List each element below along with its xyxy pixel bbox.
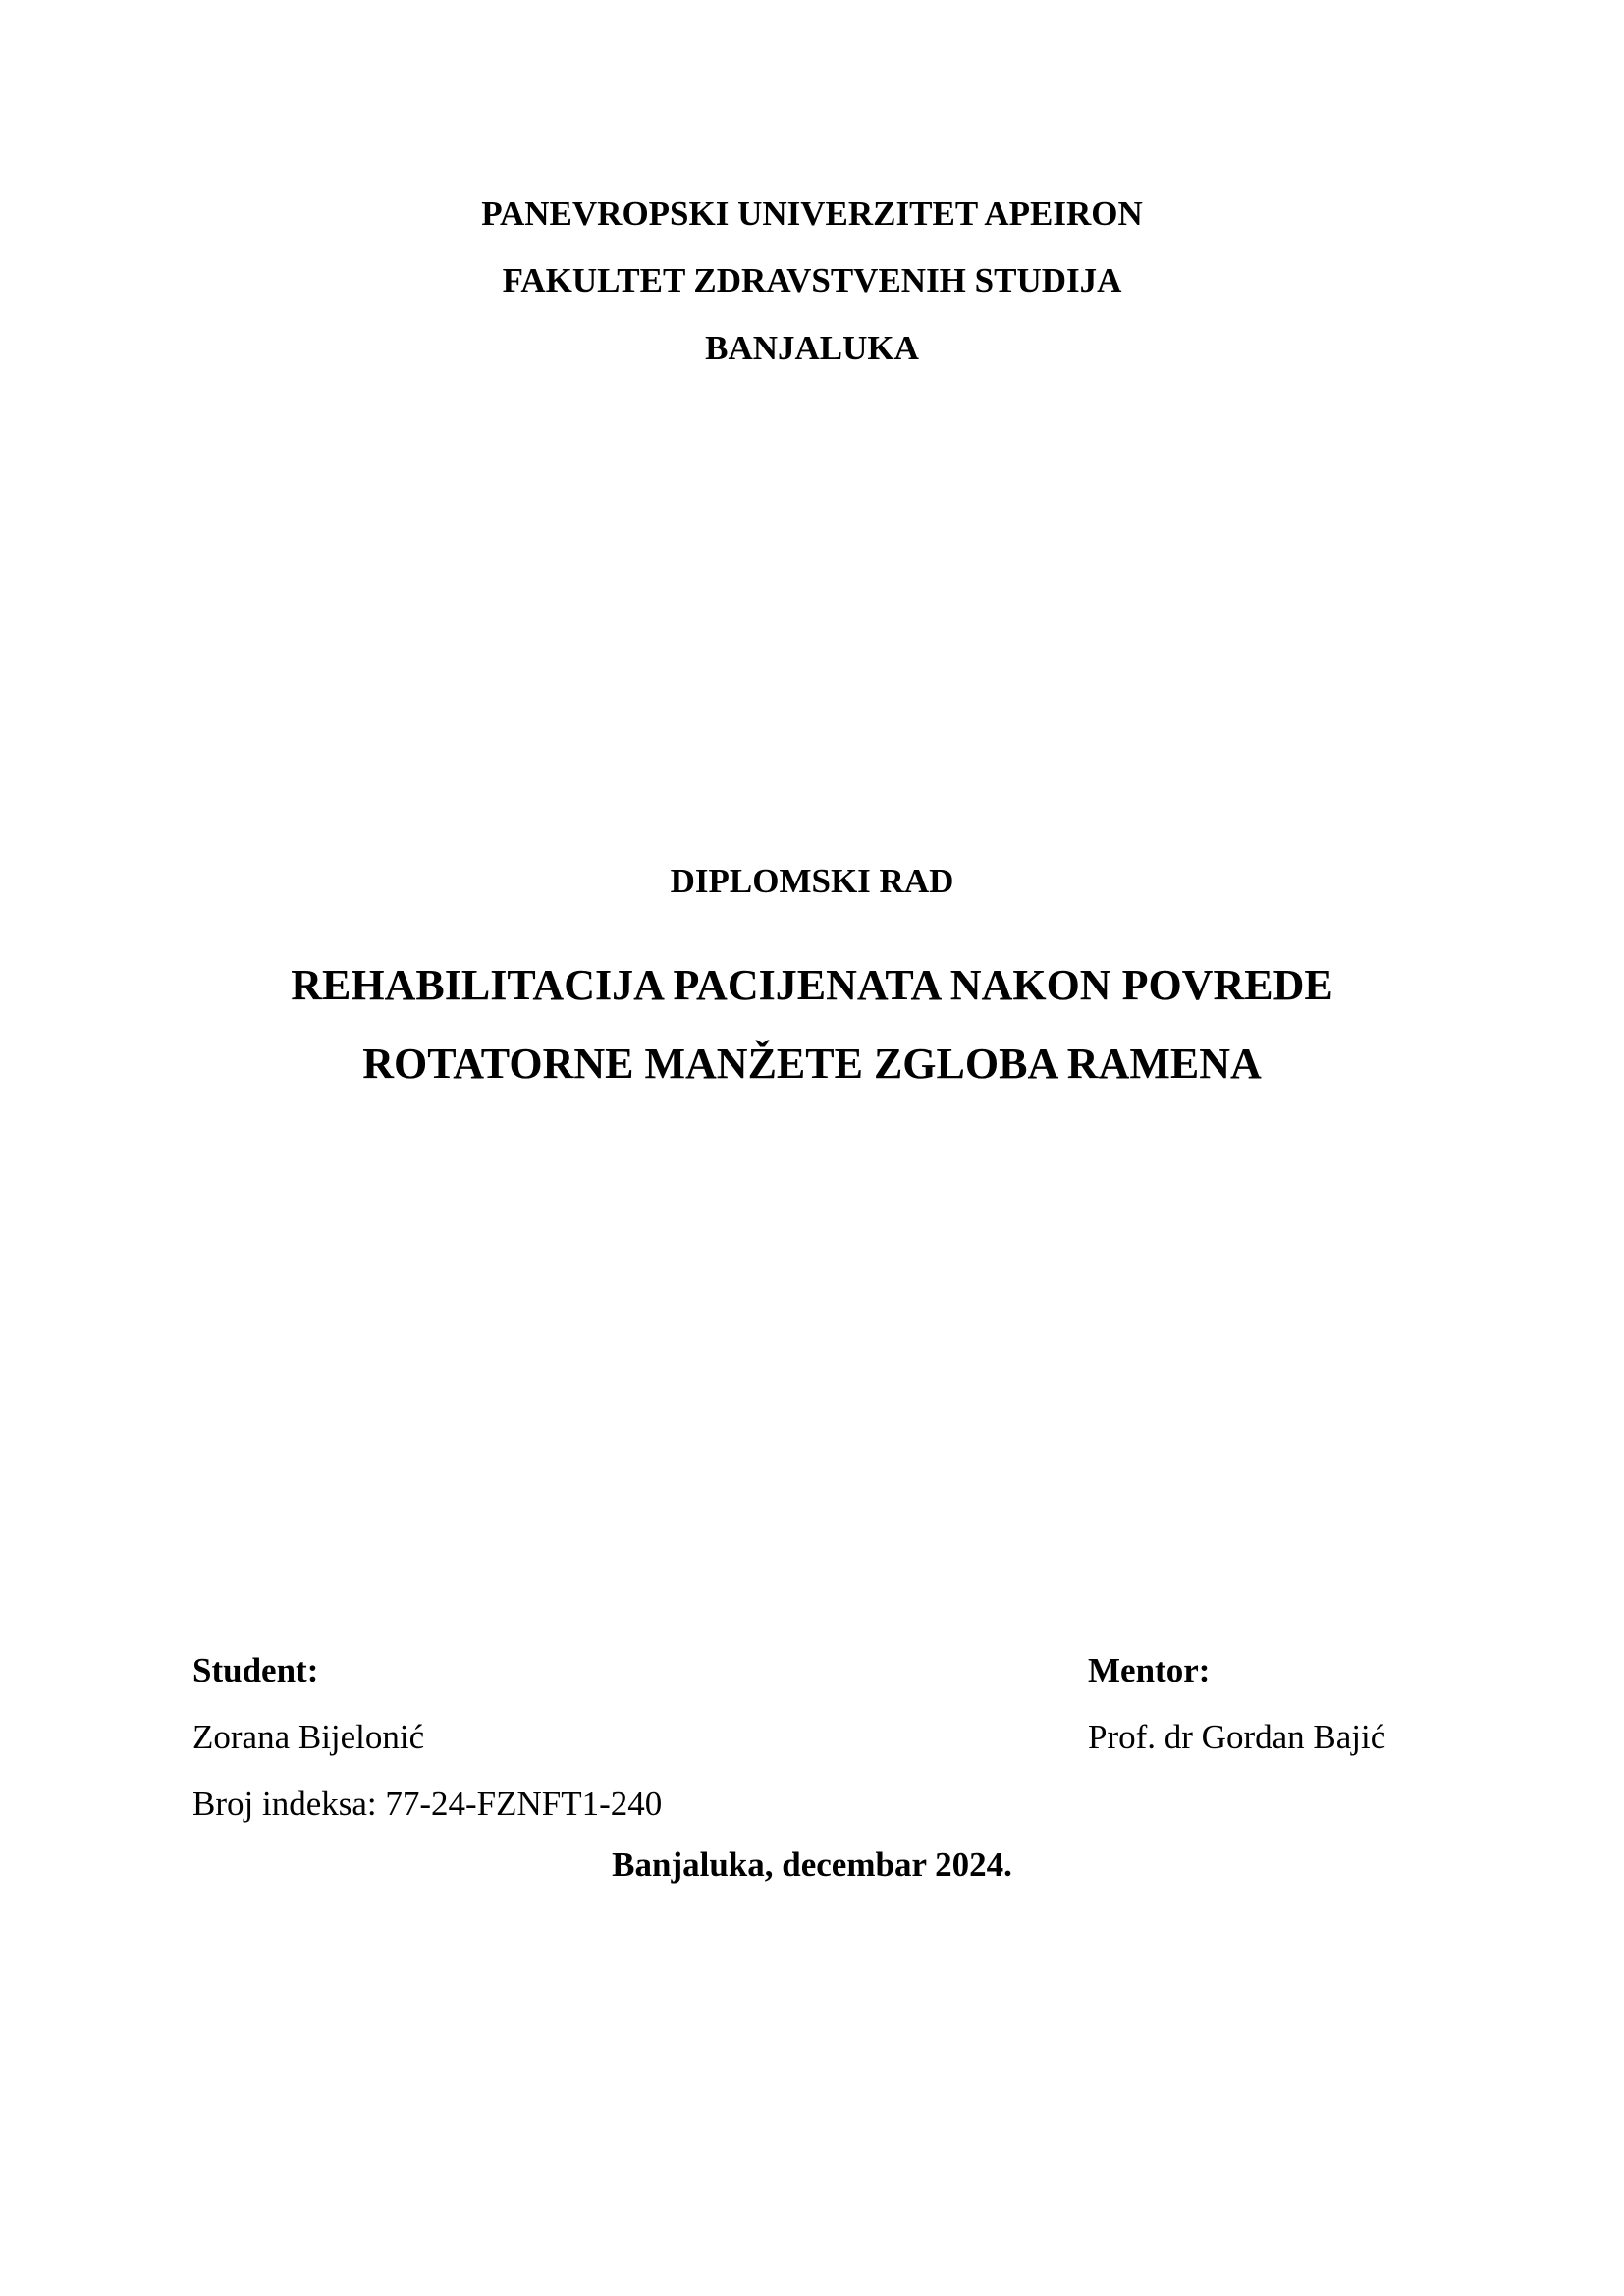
thesis-title-line-2: ROTATORNE MANŽETE ZGLOBA RAMENA (362, 1040, 1262, 1088)
thesis-title-line-1: REHABILITACIJA PACIJENATA NAKON POVREDE (291, 961, 1333, 1009)
student-label: Student: (192, 1651, 319, 1689)
mentor-label: Mentor: (1088, 1651, 1211, 1689)
faculty-name: FAKULTET ZDRAVSTVENIH STUDIJA (502, 261, 1122, 299)
thesis-type: DIPLOMSKI RAD (670, 862, 954, 900)
student-name: Zorana Bijelonić (192, 1718, 425, 1756)
university-name: PANEVROPSKI UNIVERZITET APEIRON (481, 194, 1143, 233)
student-index: Broj indeksa: 77-24-FZNFT1-240 (192, 1785, 663, 1823)
place-and-date: Banjaluka, decembar 2024. (612, 1845, 1012, 1884)
city-name: BANJALUKA (705, 329, 919, 367)
mentor-name: Prof. dr Gordan Bajić (1088, 1718, 1386, 1756)
